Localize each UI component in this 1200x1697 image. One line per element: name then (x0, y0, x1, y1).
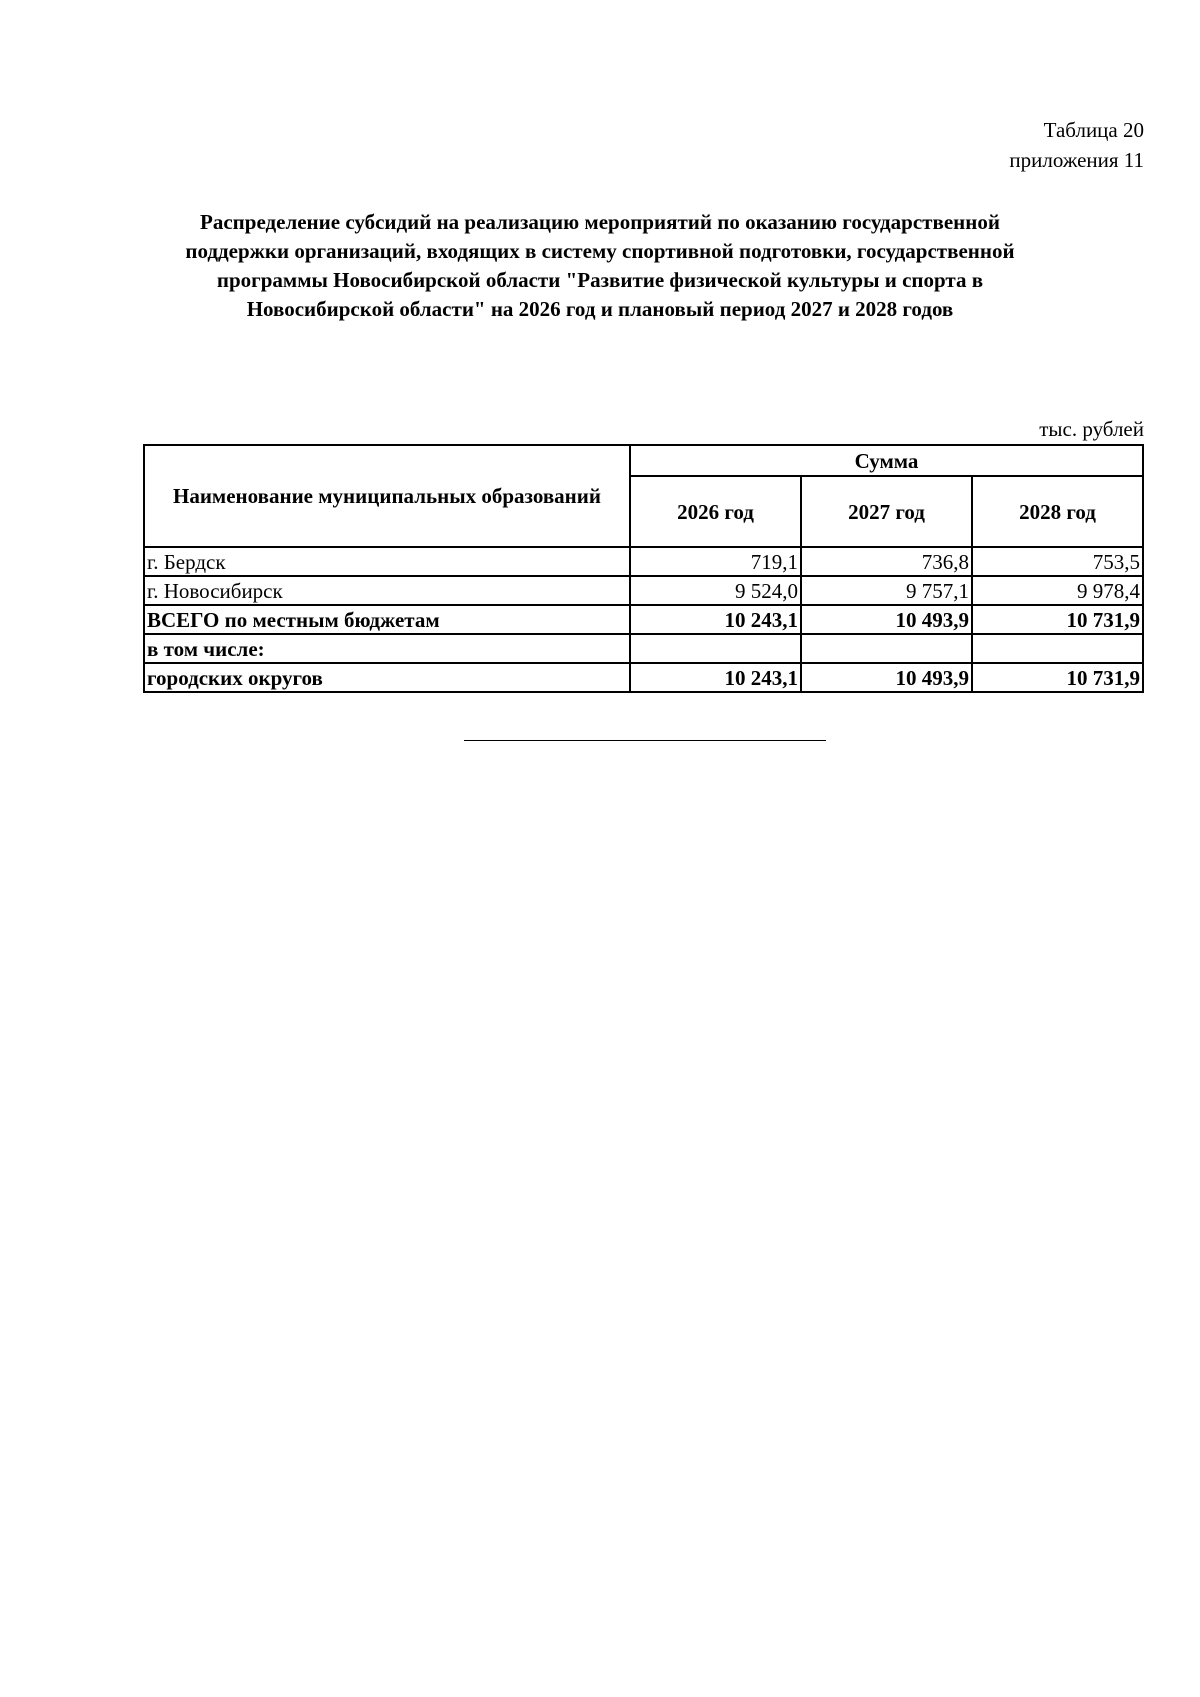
title-line: Распределение субсидий на реализацию мероприятий по оказанию государственной (200, 210, 1000, 234)
amount-cell: 10 243,1 (630, 605, 801, 634)
urban-districts-label: городских округов (144, 663, 630, 692)
table-row-subheading (144, 634, 1143, 663)
municipality-column-header: Наименование муниципальных образований (144, 445, 630, 547)
sum-column-header: Сумма (630, 445, 1143, 476)
amount-cell: 10 731,9 (972, 605, 1143, 634)
municipality-name: г. Бердск (144, 547, 630, 576)
table-row-urban-districts (144, 663, 1143, 692)
amount-cell: 10 493,9 (801, 663, 972, 692)
title-line: Новосибирской области" на 2026 год и плановый период 2027 и 2028 годов (246, 297, 954, 321)
amount-cell: 736,8 (801, 547, 972, 576)
table-row (144, 576, 1143, 605)
table-number-label: Таблица 20 (1043, 118, 1144, 142)
title-line: программы Новосибирской области "Развитие физической культуры и спорта в (216, 268, 984, 292)
table-reference (1009, 115, 1144, 175)
table-row-total (144, 605, 1143, 634)
subheading-label: в том числе: (144, 634, 630, 663)
table-row (144, 547, 1143, 576)
year-header: 2027 год (801, 476, 972, 547)
amount-cell: 719,1 (630, 547, 801, 576)
municipality-name: г. Новосибирск (144, 576, 630, 605)
total-label: ВСЕГО по местным бюджетам (144, 605, 630, 634)
subsidy-table (143, 444, 1144, 693)
amount-cell: 9 978,4 (972, 576, 1143, 605)
amount-cell (630, 634, 801, 663)
closing-divider (464, 740, 826, 741)
year-header: 2026 год (630, 476, 801, 547)
amount-cell: 9 524,0 (630, 576, 801, 605)
amount-cell (801, 634, 972, 663)
amount-cell: 10 731,9 (972, 663, 1143, 692)
amount-cell: 9 757,1 (801, 576, 972, 605)
amount-cell: 10 493,9 (801, 605, 972, 634)
amount-cell: 753,5 (972, 547, 1143, 576)
title-line: поддержки организаций, входящих в систему спортивной подготовки, государственной (185, 239, 1015, 263)
units-label: тыс. рублей (1039, 417, 1144, 441)
amount-cell: 10 243,1 (630, 663, 801, 692)
document-title (150, 208, 1050, 324)
appendix-label: приложения 11 (1009, 148, 1144, 172)
amount-cell (972, 634, 1143, 663)
year-header: 2028 год (972, 476, 1143, 547)
